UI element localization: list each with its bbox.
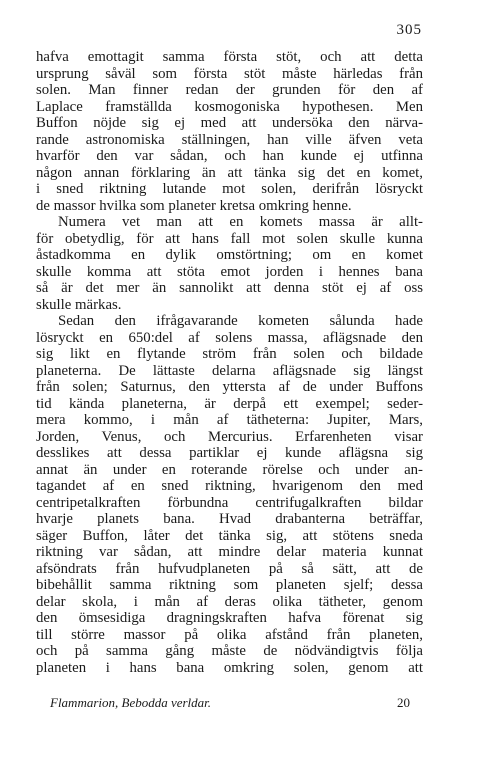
text-line: för obetydlig, för att hans fall mot solen skulle kunna <box>36 230 423 247</box>
text-line: någon annan förklaring än att tänka sig det en komet, <box>36 164 423 181</box>
text-line: hvarför den var sådan, och han kunde ej utfinna <box>36 148 423 164</box>
text-line: annat än under en roterande rörelse och under an- <box>36 461 423 478</box>
text-line: Jorden, Venus, och Mercurius. Erfarenheten visar <box>36 428 423 445</box>
text-line: åstadkomma en dylik omstörtning; om en komet <box>36 247 423 263</box>
text-line: planeten i hans bana omkring solen, genom att <box>36 659 423 676</box>
text-line: säger Buffon, låter det tänka sig, att stötens sneda <box>36 527 423 544</box>
text-line: Laplace framställda kosmogoniska hypothesen. Men <box>36 98 423 115</box>
text-line: solen. Man finner redan der grunden för den af <box>36 82 423 98</box>
paragraph-first-line: Sedan den ifrågavarande kometen sålunda hade <box>58 313 423 329</box>
text-line: ursprung såväl som första stöt måste härledas från <box>36 65 423 82</box>
text-line: skulle komma att stöta emot jorden i hennes bana <box>36 263 423 280</box>
text-line: planeterna. De lättaste delarna aflägsnade sig längst <box>36 362 423 379</box>
footer-source: Flammarion, Bebodda verldar. <box>50 695 212 710</box>
text-line: afsöndrats från hufvudplaneten på så sätt, att de <box>36 560 423 577</box>
text-line: riktning var sådan, att mindre delar materia kunnat <box>36 544 423 560</box>
text-line: rande astronomiska ställningen, han ville äfven veta <box>36 131 423 148</box>
body-text <box>36 49 423 676</box>
text-line: de massor hvilka som planeter kretsa omkring henne. <box>36 197 352 214</box>
text-line: sig likt en flytande ström från solen och bildade <box>36 346 423 362</box>
text-line: desslikes att dessa partiklar ej kunde aflägsna sig <box>36 445 423 461</box>
text-line: bibehållit samma riktning som planeten sjelf; dessa <box>36 577 423 593</box>
text-line: hafva emottagit samma första stöt, och att detta <box>36 49 423 65</box>
text-line: till större massor på olika afstånd från planeten, <box>36 626 423 643</box>
text-line: så är det mer än sannolikt att denna stöt ej af oss <box>36 280 423 296</box>
page-number: 305 <box>396 22 422 38</box>
text-line: hvarje planets bana. Hvad drabanterna beträffar, <box>36 511 423 527</box>
text-line: Buffon nöjde sig ej med att undersöka den närva- <box>36 115 423 131</box>
text-line: från solen; Saturnus, den yttersta af de under Buffons <box>36 379 423 395</box>
text-line: tid kända planeterna, är derpå ett exempel; seder- <box>36 395 423 412</box>
text-line: den ömsesidiga dragningskraften hafva förenat sig <box>36 610 423 626</box>
text-line: i sned riktning lutande mot solen, derifrån lösryckt <box>36 181 423 197</box>
text-line: och på samma gång måste de nödvändigtvis följa <box>36 643 423 659</box>
footer-signature-mark: 20 <box>397 695 410 710</box>
paragraph-first-line: Numera vet man att en komets massa är allt- <box>58 214 423 230</box>
text-line: centripetalkraften förbundna centrifugalkraften bildar <box>36 494 423 511</box>
text-line: mera kommo, i mån af tätheterna: Jupiter, Mars, <box>36 412 423 428</box>
text-line: lösryckt en 650:del af solens massa, aflägsnade den <box>36 329 423 346</box>
text-line: skulle märkas. <box>36 296 122 313</box>
text-line: tagandet af en sned riktning, hvarigenom den med <box>36 478 423 494</box>
page-footer <box>50 695 410 711</box>
text-line: delar skola, i mån af deras olika tätheter, genom <box>36 593 423 610</box>
